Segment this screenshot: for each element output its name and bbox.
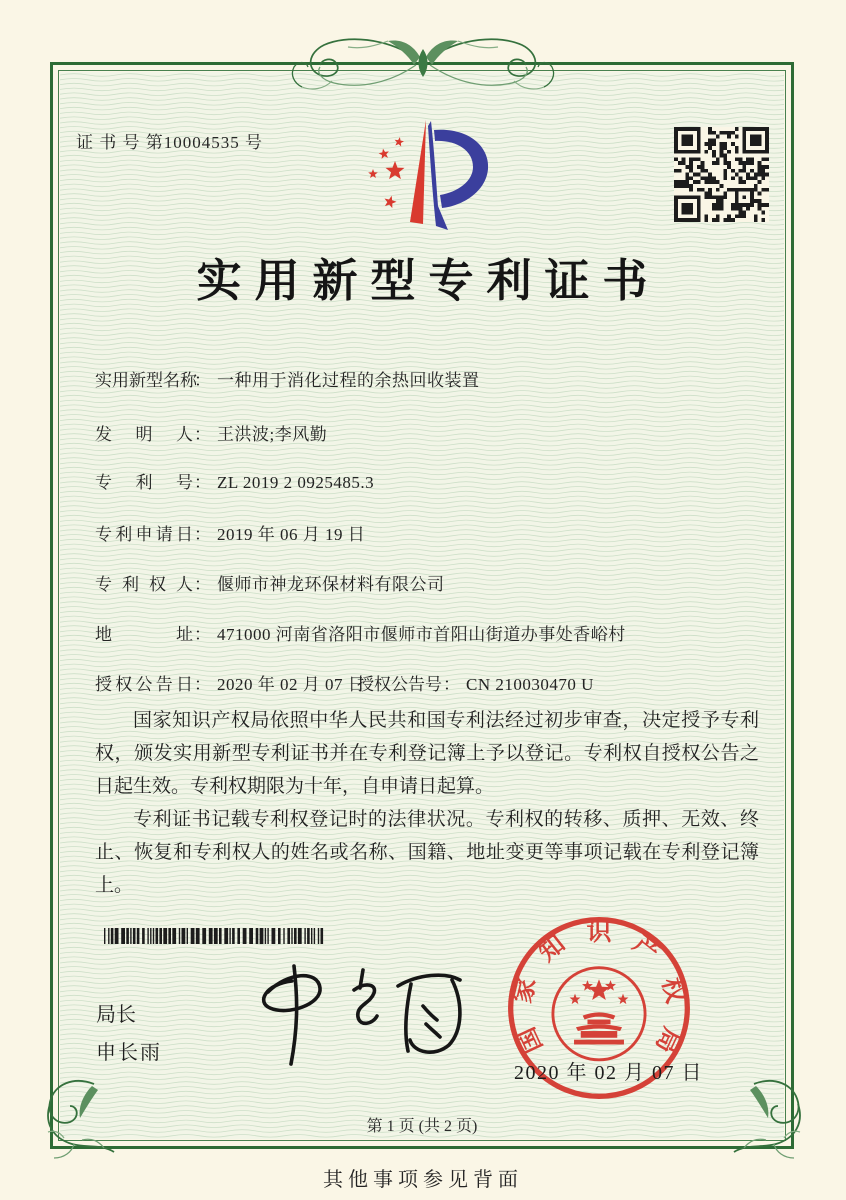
field-label: 地址 <box>95 625 193 644</box>
svg-text:国: 国 <box>512 1022 548 1057</box>
commissioner-title: 局长 <box>96 1004 136 1026</box>
field-value: 偃师市神龙环保材料有限公司 <box>217 575 445 594</box>
field-row-grant <box>95 670 594 694</box>
legal-text <box>95 704 759 902</box>
field-row-filing-date <box>95 520 365 544</box>
page-indicator: 第 1 页 (共 2 页) <box>366 1118 478 1135</box>
top-flourish-ornament-icon <box>268 33 578 95</box>
seal-date: 2020 年 02 月 07 日 <box>514 1062 703 1084</box>
svg-text:产: 产 <box>627 930 665 967</box>
field-colon: ： <box>194 473 211 492</box>
grant-number-pair <box>357 670 594 695</box>
logo-red-wedge <box>410 120 426 224</box>
center-leaf <box>419 49 428 77</box>
field-colon: ： <box>194 575 211 594</box>
field-row-patentee <box>95 570 445 594</box>
back-side-note: 其他事项参见背面 <box>323 1169 523 1191</box>
field-value: 王洪波;李风勤 <box>217 425 328 444</box>
field-colon: ： <box>194 625 211 644</box>
qr-code <box>674 127 769 222</box>
cnipa-logo-icon <box>350 114 500 238</box>
handwritten-signature <box>230 958 470 1076</box>
field-row-inventor <box>95 420 327 444</box>
field-label: 专利申请日 <box>95 525 193 544</box>
field-colon: ： <box>443 675 460 694</box>
field-value: 471000 河南省洛阳市偃师市首阳山街道办事处香峪村 <box>217 625 626 644</box>
logo-blue-bowl <box>434 130 488 208</box>
field-colon: ： <box>194 425 211 444</box>
svg-text:知: 知 <box>533 930 571 967</box>
field-row-patent-number <box>95 468 374 492</box>
certificate-title: 实用新型专利证书 <box>196 256 661 306</box>
bottom-right-flourish-icon <box>722 1074 814 1166</box>
field-label: 专利权人 <box>95 575 193 594</box>
barcode <box>104 928 328 944</box>
field-label: 授权公告日 <box>95 675 193 694</box>
field-label: 授权公告号 <box>357 675 442 694</box>
commissioner-name: 申长雨 <box>96 1042 162 1064</box>
field-value: 2019 年 06 月 19 日 <box>217 525 366 544</box>
field-label: 专利号 <box>95 473 193 492</box>
field-label: 发明人 <box>95 425 193 444</box>
field-row-invention-name <box>95 366 480 390</box>
field-value: ZL 2019 2 0925485.3 <box>217 473 375 492</box>
field-row-address <box>95 620 626 644</box>
field-value: 2020 年 02 月 07 日 <box>217 675 366 694</box>
bottom-left-flourish-icon <box>34 1074 126 1166</box>
svg-text:识: 识 <box>586 918 612 946</box>
national-emblem-icon <box>553 968 645 1060</box>
svg-text:局: 局 <box>650 1022 686 1057</box>
field-value: CN 210030470 U <box>466 675 594 694</box>
legal-paragraph-1: 国家知识产权局依照中华人民共和国专利法经过初步审查，决定授予专利权，颁发实用新型专利证书并在专利登记簿上予以登记。专利权自授权公告之日起生效。专利权期限为十年，自申请日起算。 <box>95 710 759 797</box>
field-value: 一种用于消化过程的余热回收装置 <box>217 371 480 390</box>
field-colon: ： <box>194 525 211 544</box>
svg-text:权: 权 <box>656 975 689 1006</box>
svg-text:家: 家 <box>509 975 542 1006</box>
field-colon: ： <box>194 675 211 694</box>
field-colon: ： <box>194 371 211 390</box>
legal-paragraph-2: 专利证书记载专利权登记时的法律状况。专利权的转移、质押、无效、终止、恢复和专利权人的姓名或名称、国籍、地址变更等事项记载在专利登记簿上。 <box>95 809 759 896</box>
certificate-number: 证 书 号 第10004535 号 <box>76 133 263 152</box>
field-label: 实用新型名称 <box>95 371 197 390</box>
